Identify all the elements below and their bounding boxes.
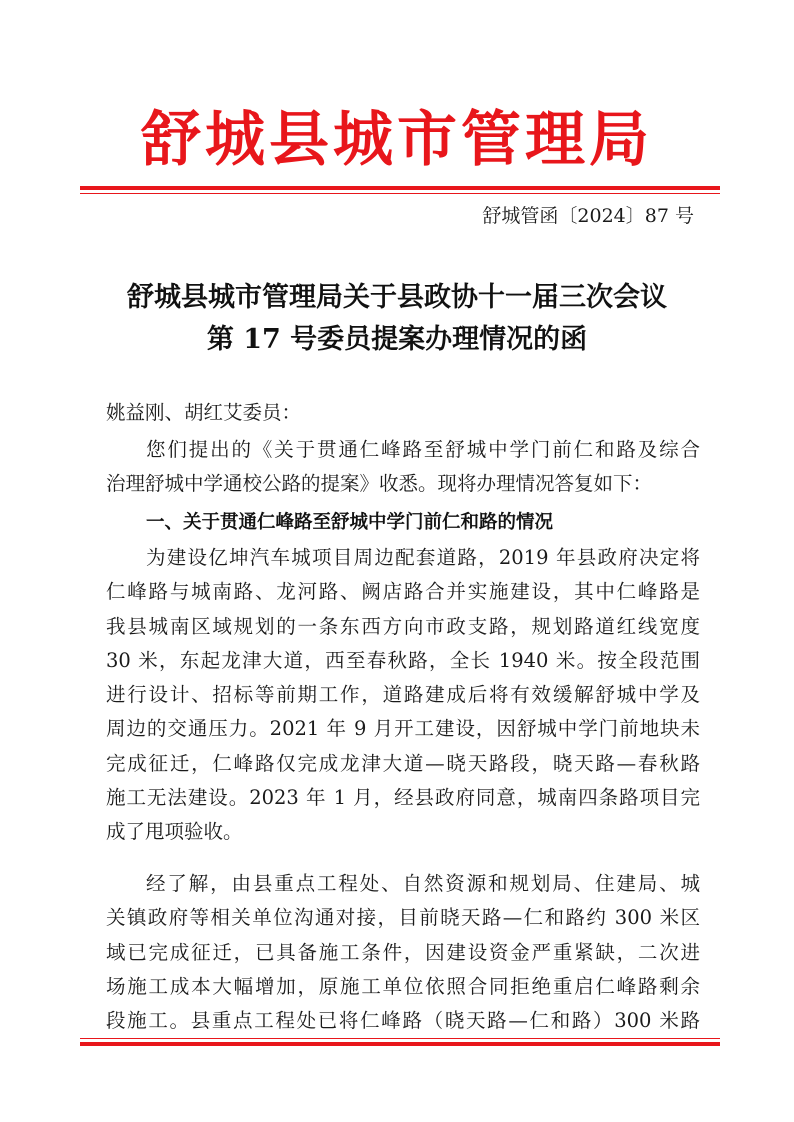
- paragraph-line: 场施工成本大幅增加，原施工单位依照合同拒绝重启仁峰路剩余: [106, 974, 700, 998]
- document-number: 舒城管函〔2024〕87 号: [482, 205, 694, 227]
- document-title-line-1: 舒城县城市管理局关于县政协十一届三次会议: [127, 282, 667, 313]
- salutation: 姚益刚、胡红艾委员：: [106, 401, 302, 424]
- paragraph-line: 仁峰路与城南路、龙河路、阙店路合并实施建设，其中仁峰路是: [106, 580, 700, 604]
- letterhead-rule-thin: [80, 193, 720, 194]
- paragraph-line: 30 米，东起龙津大道，西至春秋路，全长 1940 米。按全段范围: [106, 648, 700, 672]
- paragraph-line: 为建设亿坤汽车城项目周边配套道路，2019 年县政府决定将: [146, 546, 700, 569]
- paragraph-line: 经了解，由县重点工程处、自然资源和规划局、住建局、城: [146, 872, 700, 895]
- section1-paragraph-2: [106, 867, 700, 1038]
- intro-paragraph: [106, 433, 700, 502]
- paragraph-line: 我县城南区域规划的一条东西方向市政支路，规划路道红线宽度: [106, 614, 700, 638]
- letterhead-title: 舒城县城市管理局: [141, 105, 653, 175]
- letterhead-rule-thick: [80, 186, 720, 190]
- paragraph-line: 域已完成征迁，已具备施工条件，因建设资金严重紧缺，二次进: [106, 940, 700, 964]
- paragraph-line: 段施工。县重点工程处已将仁峰路（晓天路—仁和路）300 米路: [106, 1009, 700, 1033]
- document-title-line-2: 第 17 号委员提案办理情况的函: [206, 324, 588, 355]
- paragraph-line: 关镇政府等相关单位沟通对接，目前晓天路—仁和路约 300 米区: [106, 906, 700, 930]
- intro-line: 您们提出的《关于贯通仁峰路至舒城中学门前仁和路及综合: [146, 438, 700, 461]
- paragraph-line: 成了甩项验收。: [106, 820, 243, 844]
- section-heading: 一、关于贯通仁峰路至舒城中学门前仁和路的情况: [146, 512, 554, 533]
- paragraph-line: 进行设计、招标等前期工作，道路建成后将有效缓解舒城中学及: [106, 683, 700, 707]
- paragraph-line: 施工无法建设。2023 年 1 月，经县政府同意，城南四条路项目完: [106, 786, 700, 810]
- footer-rule-thick: [80, 1042, 720, 1046]
- footer-rule-thin: [80, 1038, 720, 1039]
- intro-line: 治理舒城中学通校公路的提案》收悉。现将办理情况答复如下：: [106, 472, 653, 496]
- section1-paragraph-1: [106, 541, 700, 850]
- paragraph-line: 完成征迁，仁峰路仅完成龙津大道—晓天路段，晓天路—春秋路: [106, 751, 700, 775]
- paragraph-line: 周边的交通压力。2021 年 9 月开工建设，因舒城中学门前地块未: [106, 717, 700, 741]
